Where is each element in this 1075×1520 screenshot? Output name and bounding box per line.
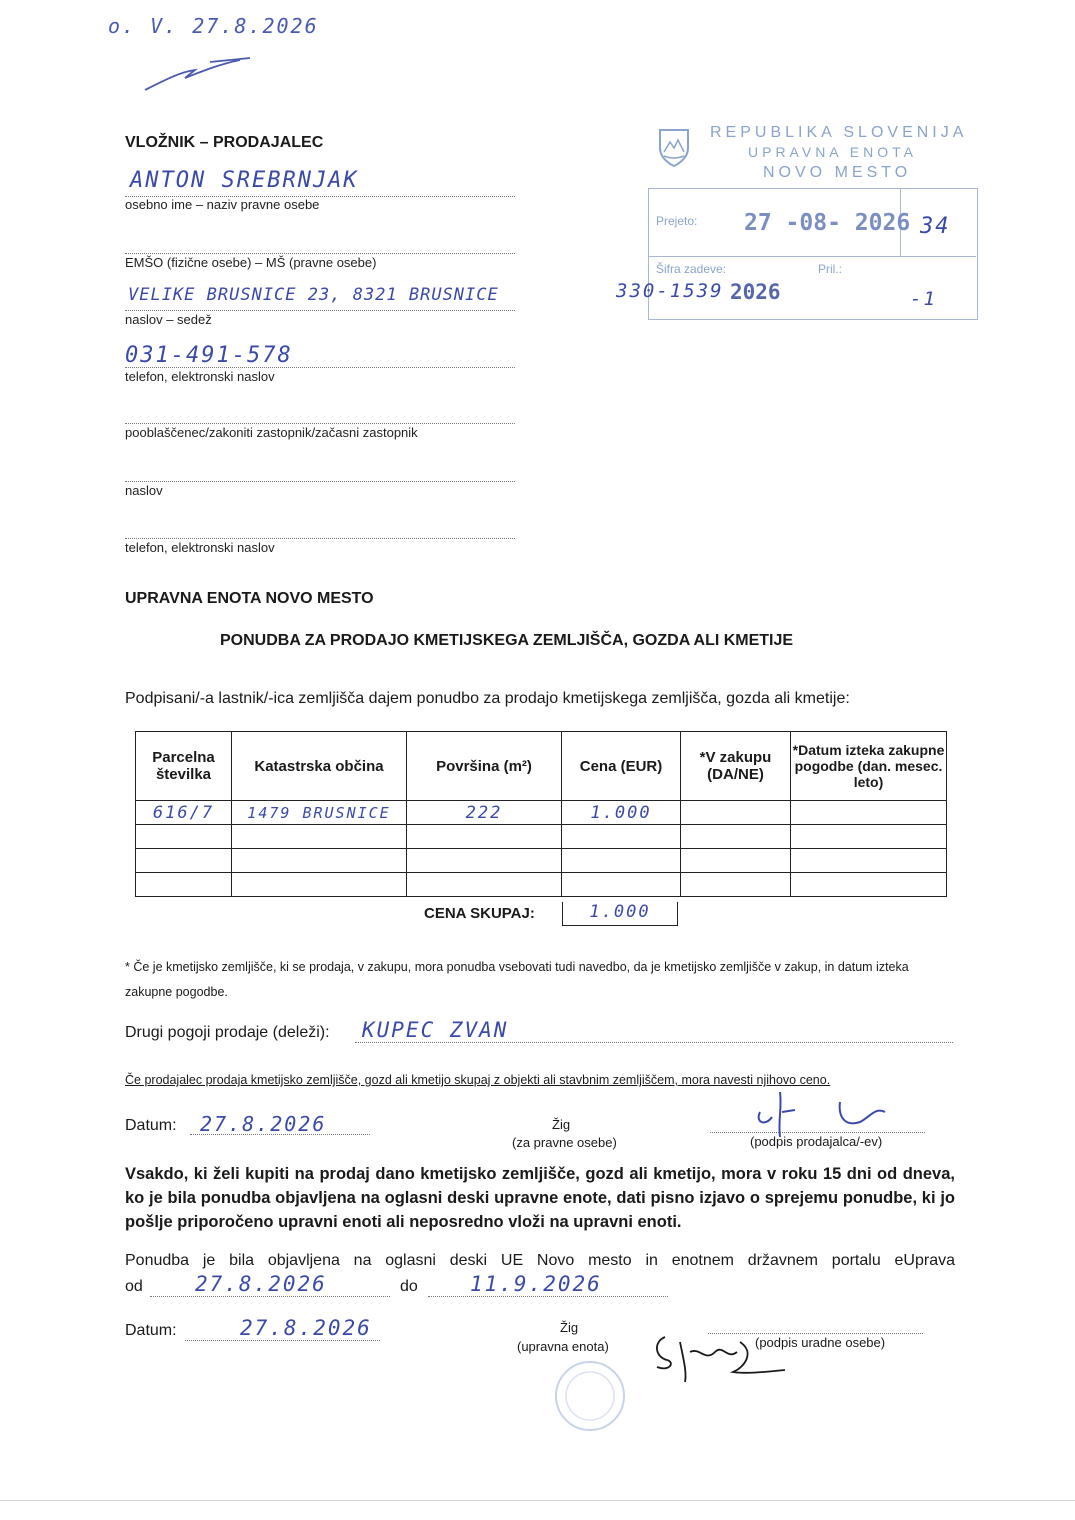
seller-stamp-label: Žig bbox=[552, 1117, 571, 1132]
received-extra: 34 bbox=[920, 214, 951, 239]
seller-date-line bbox=[190, 1134, 370, 1135]
seller-sign-line bbox=[710, 1132, 925, 1133]
stamp-line3: NOVO MESTO bbox=[763, 164, 912, 181]
objects-note: Če prodajalec prodaja kmetijsko zemljišče, gozd ali kmetijo skupaj z objekti ali stavbnim zemljiščem, mora navesti njihovo ceno. bbox=[125, 1073, 831, 1087]
publication-from-label: od bbox=[125, 1278, 143, 1295]
publication-from-line bbox=[150, 1296, 390, 1297]
official-round-stamp bbox=[540, 1356, 640, 1436]
document-title: PONUDBA ZA PRODAJO KMETIJSKEGA ZEMLJIŠČA, GOZDA ALI KMETIJE bbox=[220, 632, 794, 649]
cell bbox=[407, 873, 562, 897]
name-label: osebno ime – naziv pravne osebe bbox=[125, 197, 320, 212]
cell bbox=[562, 873, 681, 897]
cell bbox=[232, 849, 407, 873]
cell-lease-end bbox=[791, 801, 947, 825]
header-area: Površina (m²) bbox=[407, 732, 562, 801]
case-year: 2026 bbox=[730, 280, 781, 304]
address-line bbox=[125, 310, 515, 311]
other-terms-label: Drugi pogoji prodaje (deleži): bbox=[125, 1024, 330, 1041]
official-date-label: Datum: bbox=[125, 1322, 177, 1339]
coat-of-arms-icon bbox=[658, 126, 690, 168]
cell bbox=[562, 849, 681, 873]
header-date-note: o. V. 27.8.2026 bbox=[108, 14, 319, 38]
rep-address-line bbox=[125, 481, 515, 482]
received-label: Prejeto: bbox=[656, 214, 698, 228]
seller-date-label: Datum: bbox=[125, 1117, 177, 1134]
cell bbox=[136, 873, 232, 897]
table-row bbox=[136, 825, 947, 849]
header-parcel: Parcelna številka bbox=[136, 732, 232, 801]
applicant-name-value: ANTON SREBRNJAK bbox=[130, 168, 359, 193]
applicant-heading: VLOŽNIK – PRODAJALEC bbox=[125, 134, 324, 151]
header-price: Cena (EUR) bbox=[562, 732, 681, 801]
official-stamp-label: Žig bbox=[560, 1320, 579, 1335]
cell bbox=[791, 849, 947, 873]
other-terms-value: KUPEC ZVAN bbox=[362, 1018, 509, 1042]
page-bottom-rule bbox=[0, 1500, 1075, 1501]
official-date-line bbox=[185, 1340, 380, 1341]
address-value: VELIKE BRUSNICE 23, 8321 BRUSNICE bbox=[128, 285, 499, 305]
emso-line bbox=[125, 253, 515, 254]
cell-lease bbox=[681, 801, 791, 825]
official-date-value: 27.8.2026 bbox=[240, 1316, 372, 1340]
phone-label: telefon, elektronski naslov bbox=[125, 369, 275, 384]
intro-text: Podpisani/-a lastnik/-ica zemljišča dajem ponudbo za prodajo kmetijskega zemljišča, gozda ali kmetije: bbox=[125, 690, 850, 707]
header-lease-end: *Datum izteka zakupne pogodbe (dan. mesec. leto) bbox=[791, 732, 947, 801]
office-heading: UPRAVNA ENOTA NOVO MESTO bbox=[125, 590, 374, 607]
total-label: CENA SKUPAJ: bbox=[424, 905, 535, 922]
notice-paragraph: Vsakdo, ki želi kupiti na prodaj dano kmetijsko zemljišče, gozd ali kmetijo, mora v roku 15 dni od dneva, ko je bila ponudba objavljena na oglasni deski upravne enote, dati pisno izjavo o sprejemu ponudbe, ki jo pošlje priporočeno upravni enoti ali neposredno vloži na upravni enoti. bbox=[125, 1165, 955, 1231]
seller-date-value: 27.8.2026 bbox=[200, 1112, 327, 1136]
header-cadastral: Katastrska občina bbox=[232, 732, 407, 801]
address-label: naslov – sedež bbox=[125, 312, 212, 327]
table-header-row bbox=[136, 732, 947, 801]
other-terms-line bbox=[355, 1042, 953, 1043]
official-sign-line bbox=[708, 1333, 923, 1334]
cell bbox=[232, 825, 407, 849]
phone-line bbox=[125, 367, 515, 368]
emso-label: EMŠO (fizične osebe) – MŠ (pravne osebe) bbox=[125, 255, 377, 270]
rep-address-label: naslov bbox=[125, 483, 163, 498]
cell-parcel: 616/7 bbox=[136, 801, 232, 825]
case-tail: -1 bbox=[910, 288, 937, 310]
rep-phone-label: telefon, elektronski naslov bbox=[125, 540, 275, 555]
publication-to-label: do bbox=[400, 1278, 418, 1295]
seller-sign-label: (podpis prodajalca/-ev) bbox=[750, 1134, 883, 1149]
seller-signature bbox=[720, 1082, 920, 1142]
footnote: * Če je kmetijsko zemljišče, ki se prodaja, v zakupu, mora ponudba vsebovati tudi navedbo, da je kmetijsko zemljišče v zakup, in datum izteka zakupne pogodbe. bbox=[125, 960, 909, 999]
cell bbox=[562, 825, 681, 849]
cell bbox=[681, 873, 791, 897]
seller-stamp-sub: (za pravne osebe) bbox=[512, 1135, 617, 1150]
total-value: 1.000 bbox=[562, 902, 678, 926]
table-row bbox=[136, 873, 947, 897]
table-row bbox=[136, 849, 947, 873]
cell bbox=[136, 825, 232, 849]
official-stamp-sub: (upravna enota) bbox=[517, 1339, 609, 1354]
stamp-line1: REPUBLIKA SLOVENIJA bbox=[710, 124, 968, 141]
parcel-table bbox=[135, 731, 947, 897]
publication-to-line bbox=[428, 1296, 668, 1297]
cell-area: 222 bbox=[407, 801, 562, 825]
header-lease: *V zakupu (DA/NE) bbox=[681, 732, 791, 801]
cell bbox=[791, 825, 947, 849]
publication-to-value: 11.9.2026 bbox=[470, 1272, 602, 1296]
case-label: Šifra zadeve: bbox=[656, 262, 727, 276]
rep-phone-line bbox=[125, 538, 515, 539]
case-label2: Pril.: bbox=[818, 262, 842, 276]
publication-text: Ponudba je bila objavljena na oglasni deski UE Novo mesto in enotnem državnem portalu eUprava bbox=[125, 1252, 955, 1269]
rep-line bbox=[125, 423, 515, 424]
case-number-handwritten: 330-1539 bbox=[616, 280, 724, 302]
cell bbox=[681, 849, 791, 873]
cell bbox=[232, 873, 407, 897]
cell bbox=[136, 849, 232, 873]
official-sign-label: (podpis uradne osebe) bbox=[755, 1335, 886, 1350]
cell bbox=[681, 825, 791, 849]
table-row bbox=[136, 801, 947, 825]
publication-from-value: 27.8.2026 bbox=[195, 1272, 327, 1296]
phone-value: 031-491-578 bbox=[125, 343, 293, 368]
initials-signature bbox=[140, 50, 260, 95]
stamp-line2: UPRAVNA ENOTA bbox=[748, 144, 917, 160]
rep-label: pooblaščenec/zakoniti zastopnik/začasni zastopnik bbox=[125, 425, 418, 440]
cell-price: 1.000 bbox=[562, 801, 681, 825]
received-date: 27 -08- 2026 bbox=[744, 210, 911, 236]
received-stamp bbox=[616, 120, 978, 320]
cell-cadastral: 1479 BRUSNICE bbox=[232, 801, 407, 825]
cell bbox=[407, 849, 562, 873]
cell bbox=[407, 825, 562, 849]
cell bbox=[791, 873, 947, 897]
